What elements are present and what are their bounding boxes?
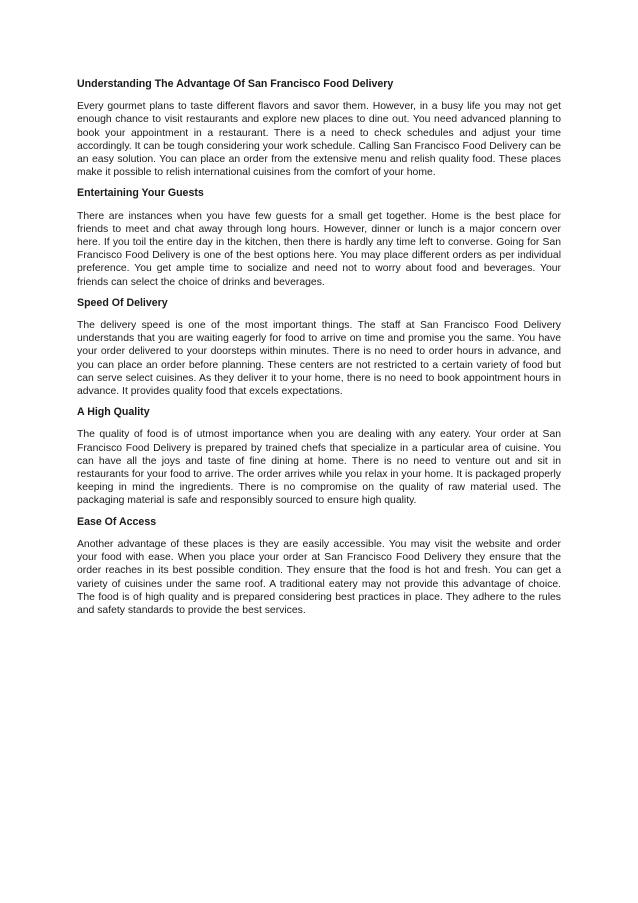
section-paragraph: The delivery speed is one of the most important things. The staff at San Francisco Food Delivery understands that you are waiting eagerly for food to arrive on time and promise you the same. You have your order delivered to your doorsteps within minutes. There is no need to order hours in advance, and you can place an order before planning. These centers are not restricted to a certain variety of food but can serve select cuisines. As they deliver it to your home, there is no need to book appointment hours in advance. It provides quality food that excels expectations. (77, 320, 561, 398)
section-heading: Speed Of Delivery (77, 296, 168, 309)
section-paragraph: The quality of food is of utmost importance when you are dealing with any eatery. Your order at San Francisco Food Delivery is prepared by trained chefs that specialize in a particular area of cuisine. You can have all the joys and taste of fine dining at home. There is no need to venture out and sit in restaurants for your food to arrive. The order arrives while you relax in your home. It is packaged properly keeping in mind the ingredients. There is no compromise on the quality of raw material used. The packaging material is safe and responsibly sourced to ensure high quality. (77, 429, 561, 507)
document-title: Understanding The Advantage Of San Francisco Food Delivery (77, 78, 394, 90)
section-paragraph: There are instances when you have few guests for a small get together. Home is the best place for friends to meet and chat away through long hours. However, dinner or lunch is a major concern over here. If you toil the entire day in the kitchen, then there is hardly any time left to converse. Going for San Francisco Food Delivery is one of the best options here. You may place different orders as per individual preference. You get ample time to socialize and need not to worry about food and beverages. Your friends can select the choice of drinks and beverages. (77, 210, 561, 288)
section-heading: Ease Of Access (77, 515, 157, 528)
section-speed-of-delivery (77, 297, 561, 398)
section-entertaining-guests (77, 187, 561, 288)
section-heading: A High Quality (77, 406, 150, 419)
section-heading: Entertaining Your Guests (77, 187, 204, 200)
intro-paragraph: Every gourmet plans to taste different flavors and savor them. However, in a busy life you may not get enough chance to visit restaurants and explore new places to dine out. You need advanced planning to book your appointment in a restaurant. There is a need to check schedules and adjust your time accordingly. It can be tough considering your work schedule. Calling San Francisco Food Delivery can be an easy solution. You can place an order from the extensive menu and relish quality food. These places make it possible to relish international cuisines from the comfort of your home. (77, 101, 561, 179)
section-paragraph: Another advantage of these places is they are easily accessible. You may visit the website and order your food with ease. When you place your order at San Francisco Food Delivery they ensure that the order reaches in its best possible condition. They ensure that the food is hot and fresh. You can get a variety of cuisines under the same roof. A traditional eatery may not provide this advantage of choice. The food is of high quality and is prepared considering best practices in place. They adhere to the rules and safety standards to provide the best services. (77, 538, 561, 616)
section-high-quality (77, 406, 561, 507)
section-ease-of-access (77, 516, 561, 617)
document-page (77, 78, 561, 625)
